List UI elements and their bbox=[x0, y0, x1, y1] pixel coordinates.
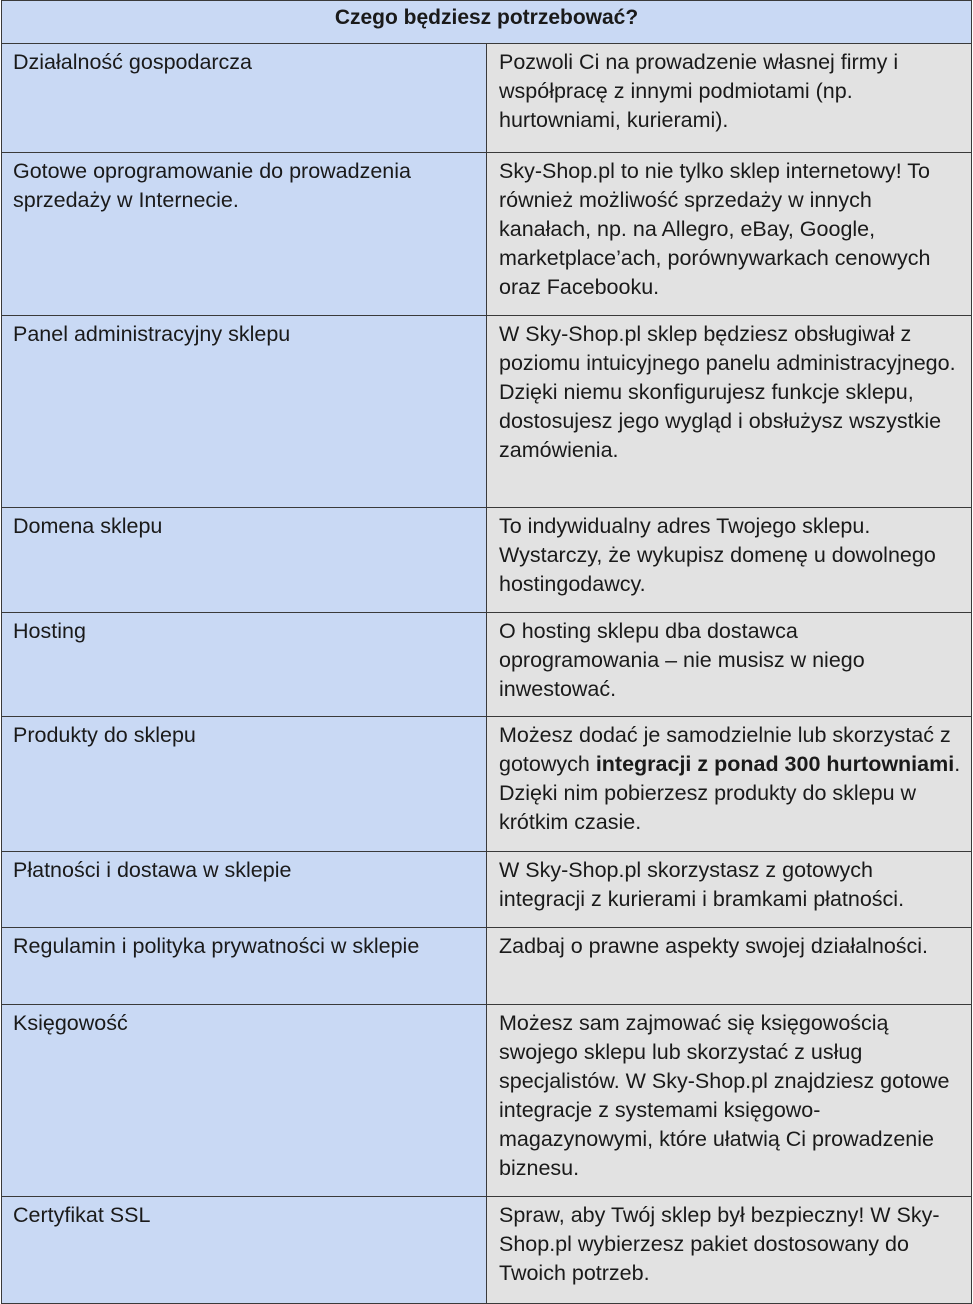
row-label: Gotowe oprogramowanie do prowadzenia sprzedaży w Internecie. bbox=[2, 153, 487, 316]
table-row bbox=[2, 852, 972, 928]
row-description: To indywidualny adres Twojego sklepu. Wystarczy, że wykupisz domenę u dowolnego hostingodawcy. bbox=[487, 508, 972, 613]
table-row bbox=[2, 1197, 972, 1304]
row-description: Zadbaj o prawne aspekty swojej działalności. bbox=[487, 928, 972, 1005]
row-description: Sky-Shop.pl to nie tylko sklep internetowy! To również możliwość sprzedaży w innych kanałach, np. na Allegro, eBay, Google, marketplace’ach, porównywarkach cenowych oraz Facebooku. bbox=[487, 153, 972, 316]
row-description: W Sky-Shop.pl skorzystasz z gotowych integracji z kurierami i bramkami płatności. bbox=[487, 852, 972, 928]
row-label: Działalność gospodarcza bbox=[2, 44, 487, 153]
row-description: O hosting sklepu dba dostawca oprogramowania – nie musisz w niego inwestować. bbox=[487, 613, 972, 717]
row-description-highlight: integracji z ponad 300 hurtowniami bbox=[595, 752, 955, 776]
row-label: Produkty do sklepu bbox=[2, 717, 487, 852]
row-description: W Sky-Shop.pl sklep będziesz obsługiwał z poziomu intuicyjnego panelu administracyjnego. Dzięki niemu skonfigurujesz funkcje sklepu, dostosujesz jego wygląd i obsłużysz wszystkie zamówienia. bbox=[487, 316, 972, 508]
row-description: Pozwoli Ci na prowadzenie własnej firmy i współpracę z innymi podmiotami (np. hurtowniami, kurierami). bbox=[487, 44, 972, 153]
table-title: Czego będziesz potrzebować? bbox=[2, 1, 972, 44]
row-description-text: . Dzięki nim pobierzesz produkty do sklepu w krótkim czasie. bbox=[499, 752, 961, 834]
table-row bbox=[2, 717, 972, 852]
row-description-text: Możesz dodać je samodzielnie lub skorzystać z gotowych bbox=[499, 723, 951, 776]
requirements-table bbox=[1, 0, 972, 1304]
row-label: Regulamin i polityka prywatności w sklepie bbox=[2, 928, 487, 1005]
table-row bbox=[2, 508, 972, 613]
row-label: Księgowość bbox=[2, 1005, 487, 1197]
row-label: Płatności i dostawa w sklepie bbox=[2, 852, 487, 928]
row-label: Hosting bbox=[2, 613, 487, 717]
table-row bbox=[2, 316, 972, 508]
table-row bbox=[2, 153, 972, 316]
requirements-table-wrapper bbox=[1, 0, 972, 1304]
table-row bbox=[2, 928, 972, 1005]
row-label: Domena sklepu bbox=[2, 508, 487, 613]
row-description: Możesz sam zajmować się księgowością swojego sklepu lub skorzystać z usług specjalistów. W Sky-Shop.pl znajdziesz gotowe integracje z systemami księgowo-magazynowymi, które ułatwią Ci prowadzenie biznesu. bbox=[487, 1005, 972, 1197]
table-row bbox=[2, 44, 972, 153]
table-header-row bbox=[2, 1, 972, 44]
table-row bbox=[2, 613, 972, 717]
row-label: Panel administracyjny sklepu bbox=[2, 316, 487, 508]
table-row bbox=[2, 1005, 972, 1197]
row-label: Certyfikat SSL bbox=[2, 1197, 487, 1304]
row-description bbox=[487, 717, 972, 852]
row-description: Spraw, aby Twój sklep był bezpieczny! W Sky-Shop.pl wybierzesz pakiet dostosowany do Twoich potrzeb. bbox=[487, 1197, 972, 1304]
